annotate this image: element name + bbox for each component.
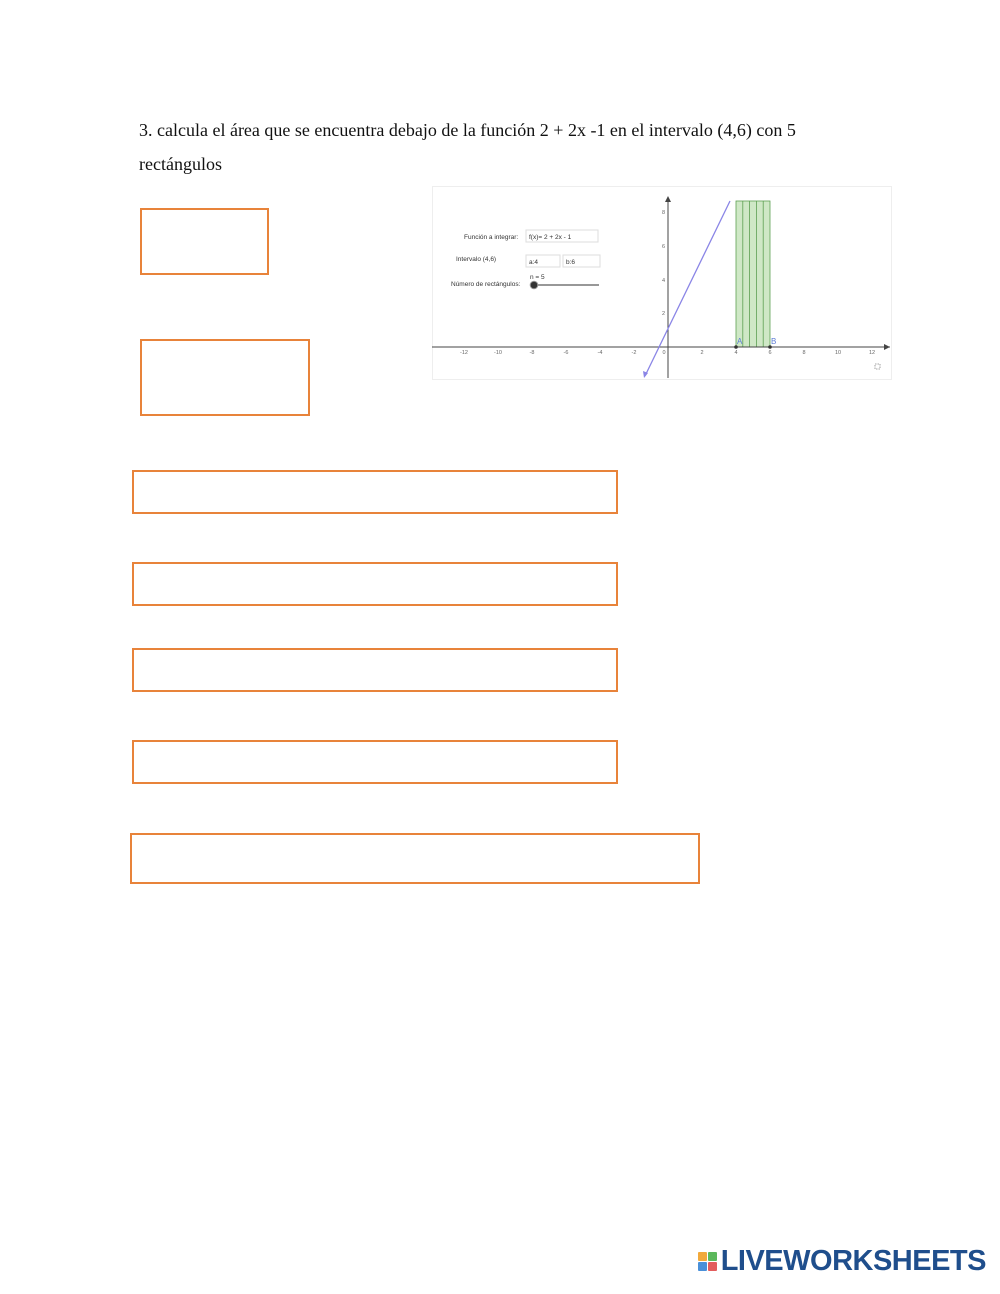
a-value: a:4 bbox=[529, 259, 539, 266]
answer-box-2[interactable] bbox=[140, 339, 310, 416]
answer-box-3[interactable] bbox=[132, 470, 618, 514]
y-tick-label: 6 bbox=[661, 244, 665, 250]
n-value: n = 5 bbox=[530, 274, 545, 281]
interval-label: Intervalo (4,6) bbox=[456, 256, 497, 263]
answer-box-6[interactable] bbox=[132, 740, 618, 784]
geogebra-applet bbox=[432, 186, 892, 380]
y-tick-label: 2 bbox=[661, 311, 665, 317]
x-tick-label: 4 bbox=[734, 350, 738, 356]
x-tick-label: 6 bbox=[768, 350, 772, 356]
brand-text: LIVEWORKSHEETS bbox=[720, 1245, 986, 1277]
x-tick-label: -12 bbox=[460, 350, 468, 356]
x-tick-label: 0 bbox=[662, 350, 666, 356]
x-tick-label: 12 bbox=[868, 350, 876, 356]
y-tick-label: 4 bbox=[661, 278, 665, 284]
liveworksheets-brand bbox=[698, 1245, 986, 1278]
answer-box-4[interactable] bbox=[132, 562, 618, 606]
y-tick-label: 8 bbox=[661, 210, 665, 216]
x-tick-label: 2 bbox=[700, 350, 704, 356]
liveworksheets-logo-icon bbox=[698, 1252, 717, 1271]
point-a-label: A bbox=[737, 337, 743, 346]
b-value: b:6 bbox=[566, 259, 576, 266]
x-tick-label: 8 bbox=[802, 350, 806, 356]
x-tick-label: 10 bbox=[834, 350, 842, 356]
x-tick-label: -10 bbox=[494, 350, 502, 356]
x-tick-label: -8 bbox=[529, 350, 535, 356]
question-text: 3. calcula el área que se encuentra debajo de la función 2 + 2x -1 en el intervalo (4,6) con 5 rectángulos bbox=[139, 120, 796, 174]
answer-box-7[interactable] bbox=[130, 833, 700, 884]
rectangles-fill bbox=[736, 201, 770, 347]
slider-handle bbox=[530, 281, 538, 289]
x-tick-label: -6 bbox=[563, 350, 569, 356]
point-b-label: B bbox=[771, 337, 777, 346]
function-label: Función a integrar: bbox=[464, 234, 519, 241]
x-tick-label: -4 bbox=[597, 350, 603, 356]
rect-count-label: Número de rectángulos: bbox=[451, 281, 521, 288]
answer-box-5[interactable] bbox=[132, 648, 618, 692]
answer-box-1[interactable] bbox=[140, 208, 269, 275]
riemann-rectangles bbox=[736, 201, 770, 347]
x-tick-label: -2 bbox=[631, 350, 637, 356]
function-value: f(x)= 2 + 2x - 1 bbox=[529, 234, 572, 241]
